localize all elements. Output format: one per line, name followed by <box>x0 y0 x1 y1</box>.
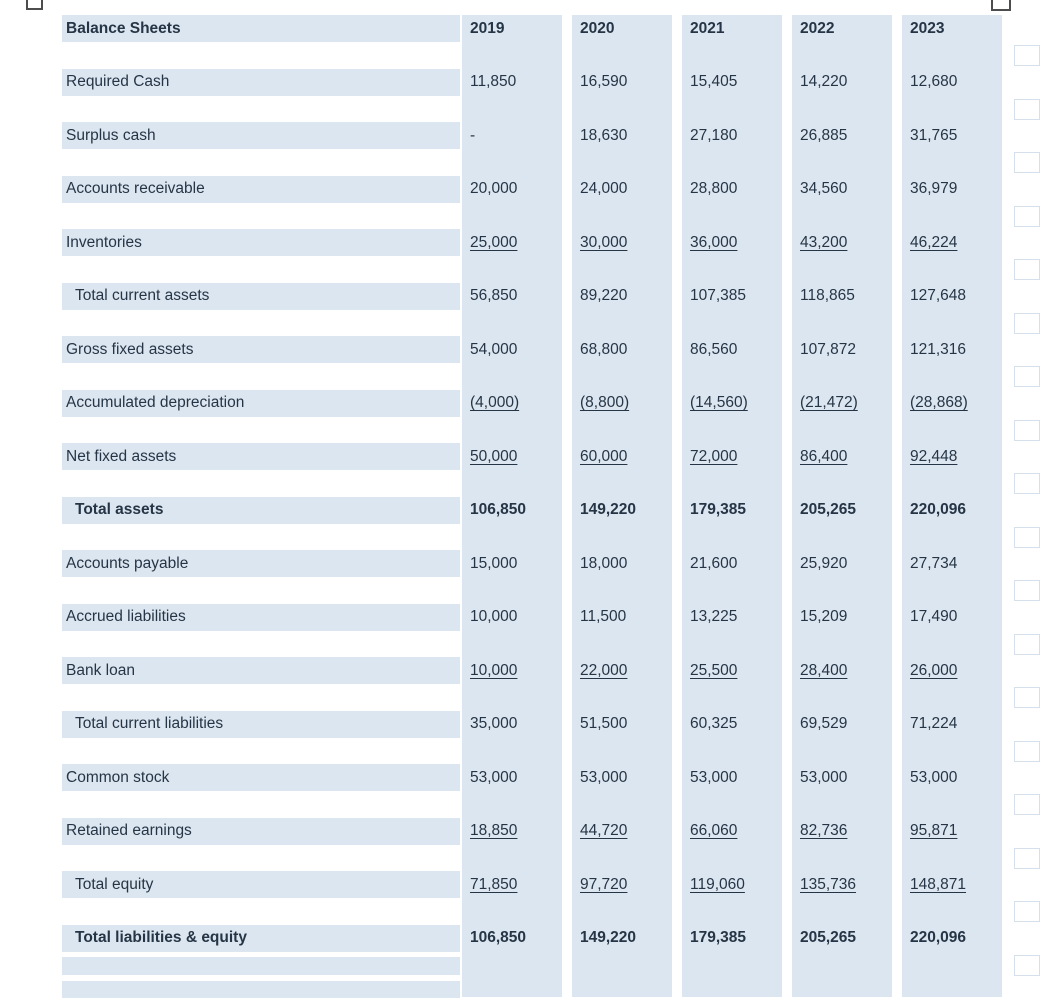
table-row <box>62 871 1012 925</box>
row-value: 53,000 <box>910 768 958 786</box>
row-value: 135,736 <box>800 875 857 893</box>
row-value: 35,000 <box>470 715 518 732</box>
row-end-marker <box>1014 687 1040 708</box>
row-value: 14,220 <box>800 73 848 90</box>
row-value: 28,400 <box>800 661 848 679</box>
row-value: 106,850 <box>470 929 527 946</box>
row-value: 121,316 <box>910 340 967 358</box>
row-label: Accounts receivable <box>62 176 460 203</box>
row-value: 22,000 <box>580 661 628 679</box>
row-value: (21,472) <box>800 394 858 411</box>
row-label: Net fixed assets <box>62 443 460 470</box>
row-label: Total current liabilities <box>62 711 460 738</box>
row-value: 107,385 <box>690 287 747 304</box>
row-value: 12,680 <box>910 73 958 90</box>
table-row <box>62 657 1012 711</box>
row-label: Accumulated depreciation <box>62 390 460 417</box>
row-value: 71,224 <box>910 715 958 732</box>
balance-sheet-table <box>62 15 1012 997</box>
row-value: 148,871 <box>910 875 967 893</box>
row-value: 56,850 <box>470 287 518 304</box>
row-value: 31,765 <box>910 126 958 144</box>
row-value: 15,000 <box>470 554 518 572</box>
row-value: 86,400 <box>800 447 848 465</box>
table-header-row <box>62 15 1012 69</box>
empty-row-band <box>62 957 460 975</box>
row-value: 50,000 <box>470 447 518 465</box>
row-label: Accounts payable <box>62 550 460 577</box>
table-title: Balance Sheets <box>62 15 460 42</box>
row-end-marker <box>1014 366 1040 387</box>
table-row <box>62 604 1012 658</box>
row-value: 21,600 <box>690 554 738 572</box>
row-value: 53,000 <box>800 768 848 786</box>
row-value: (8,800) <box>580 394 630 411</box>
row-value: 43,200 <box>800 233 848 251</box>
row-value: 118,865 <box>800 287 855 304</box>
row-value: 44,720 <box>580 822 628 839</box>
row-end-marker <box>1014 527 1040 548</box>
row-end-marker <box>1014 955 1040 976</box>
row-value: 127,648 <box>910 287 967 304</box>
row-end-marker <box>1014 313 1040 334</box>
table-row <box>62 283 1012 337</box>
row-value: 68,800 <box>580 340 628 358</box>
row-end-marker <box>1014 901 1040 922</box>
row-label: Inventories <box>62 229 460 256</box>
row-value: 26,000 <box>910 661 958 679</box>
row-end-marker <box>1014 634 1040 655</box>
table-row <box>62 390 1012 444</box>
row-value: 107,872 <box>800 340 857 358</box>
table-row <box>62 176 1012 230</box>
row-value: (14,560) <box>690 394 748 411</box>
row-value: 205,265 <box>800 929 857 946</box>
empty-row-band <box>62 981 460 998</box>
year-header: 2022 <box>800 19 835 37</box>
row-value: (4,000) <box>470 394 520 411</box>
row-end-marker <box>1014 206 1040 227</box>
row-value: 24,000 <box>580 180 628 197</box>
table-row <box>62 69 1012 123</box>
row-value: 89,220 <box>580 287 628 304</box>
row-value: 11,500 <box>580 608 627 625</box>
table-handle-left[interactable] <box>26 0 43 10</box>
row-value: 119,060 <box>690 875 745 893</box>
table-row <box>62 229 1012 283</box>
year-header: 2023 <box>910 19 945 37</box>
row-end-marker <box>1014 741 1040 762</box>
table-row <box>62 711 1012 765</box>
row-value: 27,180 <box>690 126 738 144</box>
row-value: 179,385 <box>690 929 747 946</box>
row-value: 220,096 <box>910 929 967 946</box>
year-header: 2021 <box>690 19 725 37</box>
row-value: 34,560 <box>800 180 848 197</box>
row-value: 36,000 <box>690 233 738 251</box>
row-end-marker <box>1014 473 1040 494</box>
row-value: 66,060 <box>690 822 738 839</box>
row-label: Total liabilities & equity <box>62 925 460 952</box>
row-value: 97,720 <box>580 875 628 893</box>
table-row <box>62 497 1012 551</box>
row-value: 86,560 <box>690 340 738 358</box>
row-value: 10,000 <box>470 608 518 625</box>
year-header: 2019 <box>470 19 505 37</box>
row-value: 25,000 <box>470 233 518 251</box>
table-row <box>62 764 1012 818</box>
row-label: Accrued liabilities <box>62 604 460 631</box>
row-value: 13,225 <box>690 608 738 625</box>
row-value: 53,000 <box>690 768 738 786</box>
row-value: 25,920 <box>800 554 848 572</box>
table-row <box>62 122 1012 176</box>
row-end-marker <box>1014 794 1040 815</box>
row-value: 71,850 <box>470 875 518 893</box>
table-handle-right[interactable] <box>991 0 1011 11</box>
row-value: 220,096 <box>910 501 967 518</box>
row-value: 53,000 <box>470 768 518 786</box>
row-value: 17,490 <box>910 608 958 625</box>
row-label: Total current assets <box>62 283 460 310</box>
row-value: 25,500 <box>690 661 738 679</box>
row-value: 60,325 <box>690 715 738 732</box>
row-value: 20,000 <box>470 180 518 197</box>
table-row <box>62 336 1012 390</box>
row-value: 179,385 <box>690 501 747 518</box>
row-value: 69,529 <box>800 715 848 732</box>
row-value: 16,590 <box>580 73 628 90</box>
row-value: 18,630 <box>580 126 628 144</box>
row-value: 18,000 <box>580 554 628 572</box>
row-label: Required Cash <box>62 69 460 96</box>
row-value: 60,000 <box>580 447 628 465</box>
row-value: 95,871 <box>910 822 958 839</box>
row-label: Gross fixed assets <box>62 336 460 363</box>
row-end-marker <box>1014 848 1040 869</box>
row-value: 149,220 <box>580 929 637 946</box>
row-value: 54,000 <box>470 340 518 358</box>
row-end-marker <box>1014 259 1040 280</box>
table-row <box>62 550 1012 604</box>
row-label: Total assets <box>62 497 460 524</box>
row-label: Bank loan <box>62 657 460 684</box>
table-row <box>62 818 1012 872</box>
row-value: 28,800 <box>690 180 738 197</box>
row-value: 149,220 <box>580 501 637 518</box>
row-value: 51,500 <box>580 715 628 732</box>
row-end-marker <box>1014 45 1040 66</box>
row-value: 205,265 <box>800 501 857 518</box>
row-value: 72,000 <box>690 447 738 465</box>
row-value: 92,448 <box>910 447 958 465</box>
row-value: 15,405 <box>690 73 738 90</box>
row-end-marker <box>1014 580 1040 601</box>
row-end-marker <box>1014 420 1040 441</box>
row-value: 53,000 <box>580 768 628 786</box>
row-value: 106,850 <box>470 501 527 518</box>
row-value: 36,979 <box>910 180 958 197</box>
row-value: 10,000 <box>470 661 518 679</box>
row-value: 26,885 <box>800 126 848 144</box>
row-value: 15,209 <box>800 608 848 625</box>
row-end-marker <box>1014 152 1040 173</box>
row-end-marker <box>1014 99 1040 120</box>
row-value: 11,850 <box>470 73 517 90</box>
row-value: 18,850 <box>470 822 518 839</box>
table-row <box>62 443 1012 497</box>
row-label: Surplus cash <box>62 122 460 149</box>
row-label: Total equity <box>62 871 460 898</box>
row-value: (28,868) <box>910 394 968 411</box>
row-value: - <box>470 126 476 144</box>
row-value: 30,000 <box>580 233 628 251</box>
table-body <box>62 69 1012 979</box>
year-header: 2020 <box>580 19 615 37</box>
row-value: 82,736 <box>800 822 848 839</box>
row-value: 46,224 <box>910 233 958 251</box>
row-label: Retained earnings <box>62 818 460 845</box>
row-value: 27,734 <box>910 554 958 572</box>
row-label: Common stock <box>62 764 460 791</box>
